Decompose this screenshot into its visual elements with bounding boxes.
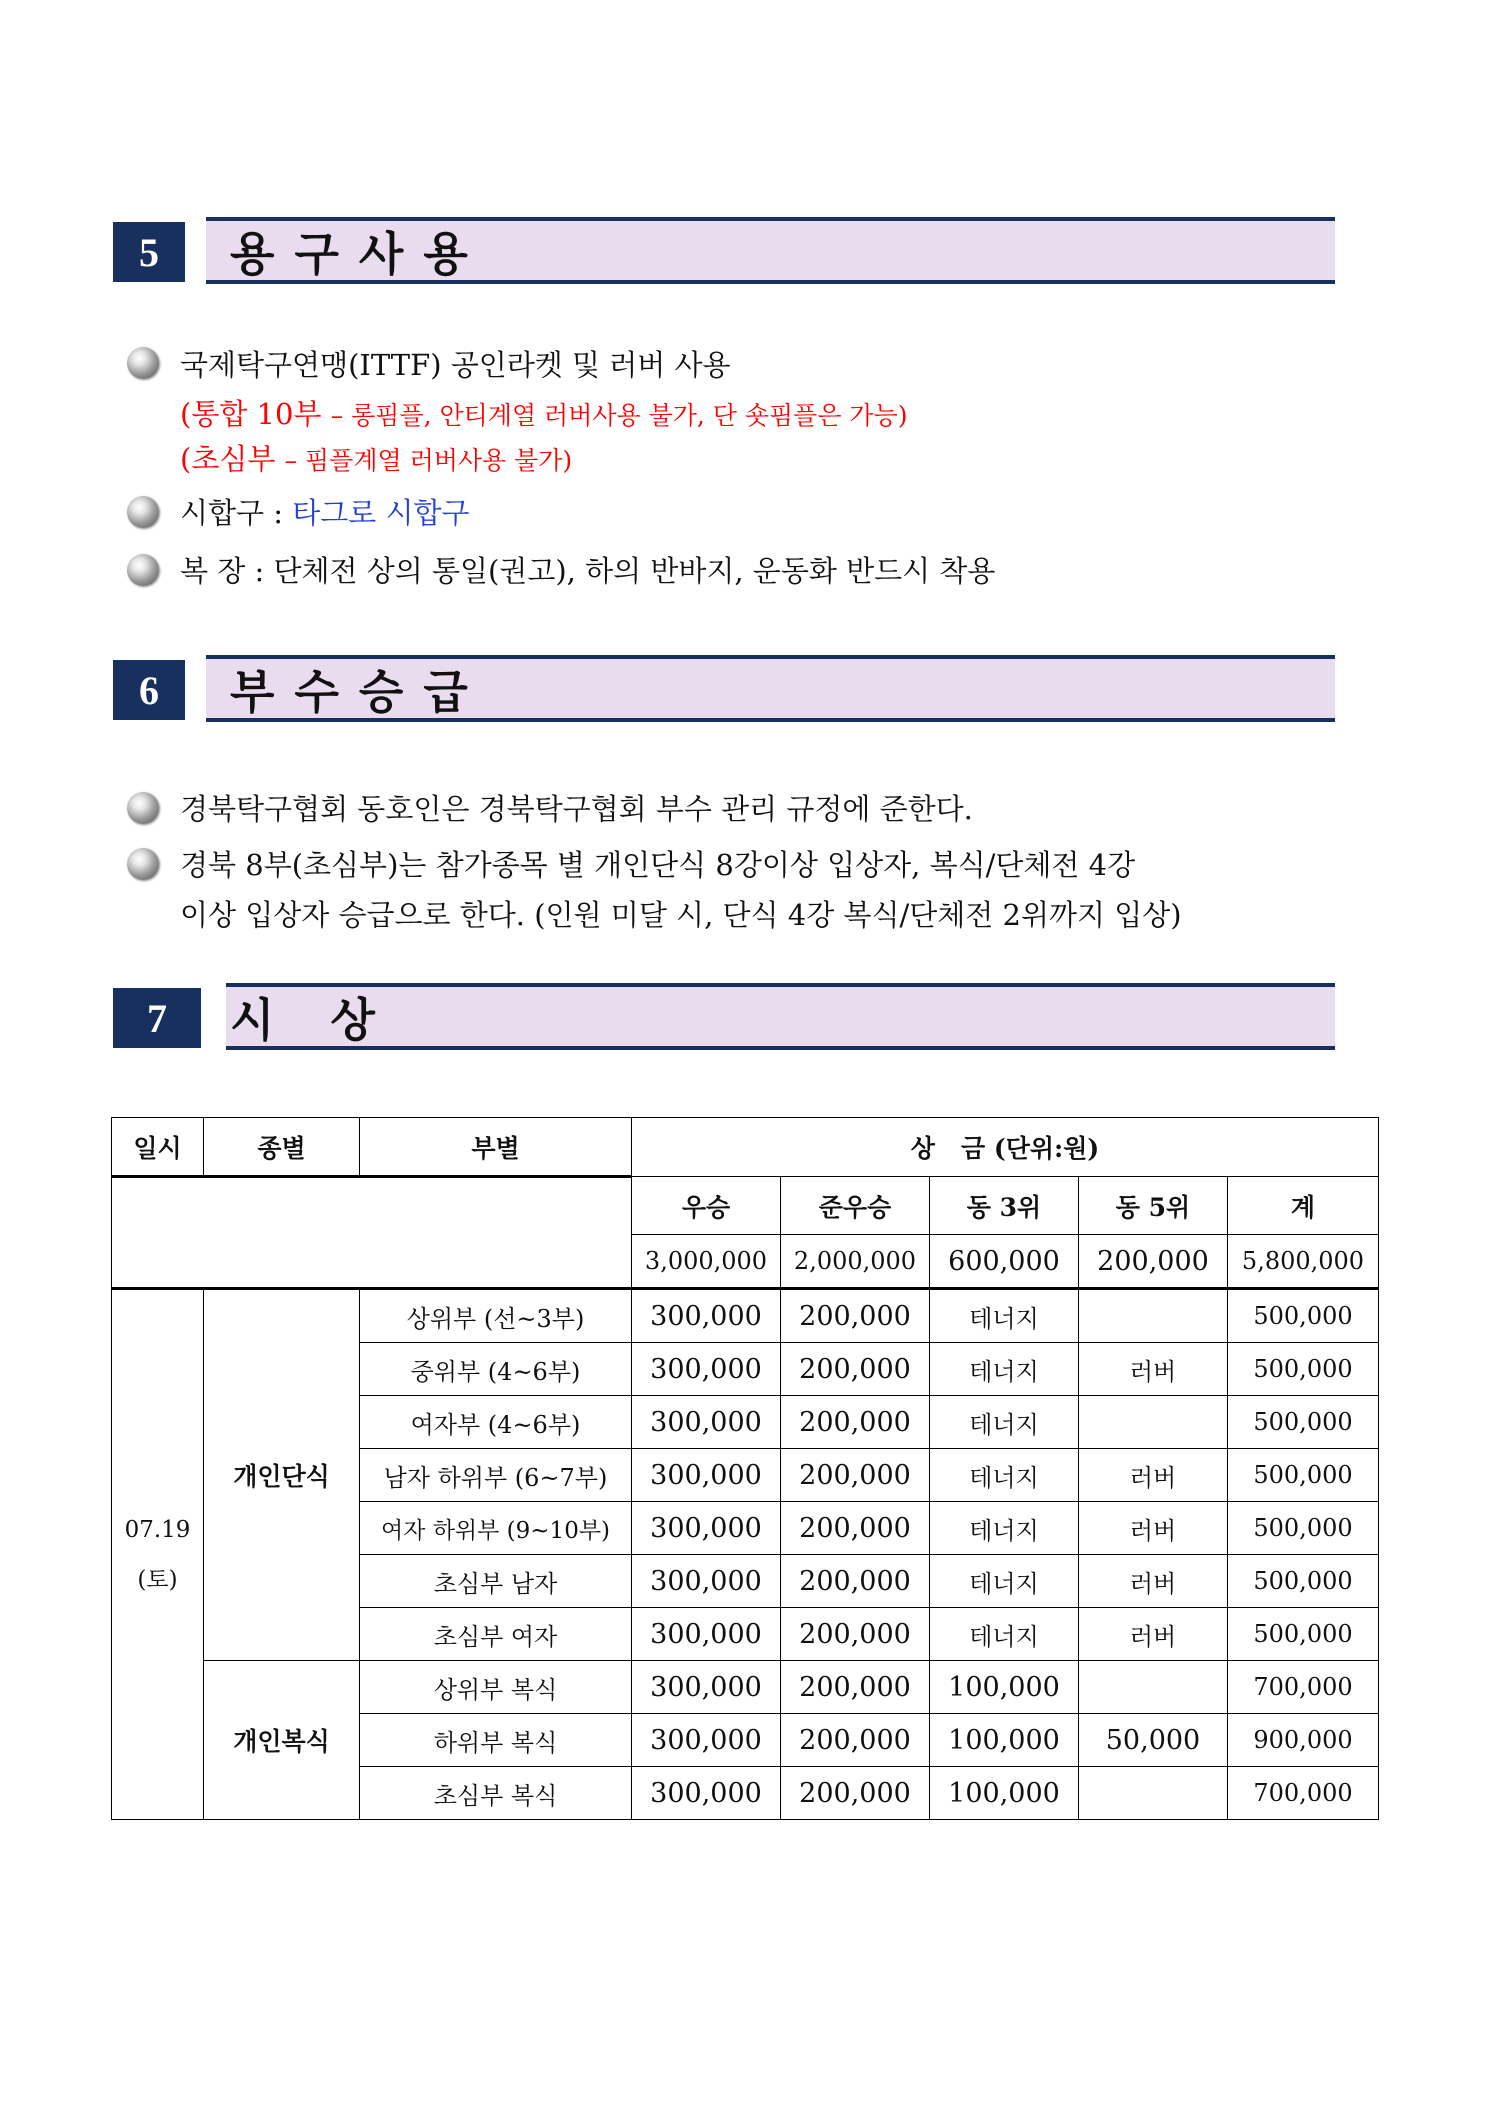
total-prize: 500,000 (1228, 1343, 1379, 1396)
total-prize: 900,000 (1228, 1714, 1379, 1767)
section-number: 5 (113, 222, 185, 282)
third-prize: 100,000 (930, 1714, 1079, 1767)
first-prize: 300,000 (632, 1661, 781, 1714)
rank-header: 동 5위 (1079, 1177, 1228, 1235)
fifth-prize (1079, 1396, 1228, 1449)
section-7-header (113, 983, 1335, 1049)
first-prize: 300,000 (632, 1289, 781, 1343)
first-prize: 300,000 (632, 1449, 781, 1502)
ball-value: 타그로 시합구 (292, 496, 470, 530)
fifth-prize: 러버 (1079, 1555, 1228, 1608)
fifth-prize: 러버 (1079, 1449, 1228, 1502)
third-prize: 100,000 (930, 1767, 1079, 1820)
total-prize: 500,000 (1228, 1289, 1379, 1343)
section-number: 6 (113, 660, 185, 720)
rank-header: 동 3위 (930, 1177, 1079, 1235)
third-prize: 100,000 (930, 1661, 1079, 1714)
fifth-prize: 러버 (1079, 1502, 1228, 1555)
division-cell: 초심부 여자 (360, 1608, 632, 1661)
second-prize: 200,000 (781, 1767, 930, 1820)
third-prize: 테너지 (930, 1502, 1079, 1555)
fifth-prize: 러버 (1079, 1343, 1228, 1396)
section-title: 부 수 승 급 (230, 665, 470, 719)
total-prize: 500,000 (1228, 1608, 1379, 1661)
grading-line-2a: 경북 8부(초심부)는 참가종목 별 개인단식 8강이상 입상자, 복식/단체전 4강 (180, 848, 1136, 882)
division-cell: 중위부 (4~6부) (360, 1343, 632, 1396)
second-prize: 200,000 (781, 1608, 930, 1661)
third-prize: 테너지 (930, 1555, 1079, 1608)
header-division: 부별 (360, 1118, 632, 1177)
second-prize: 200,000 (781, 1661, 930, 1714)
attire-line: 복 장 : 단체전 상의 통일(권고), 하의 반바지, 운동화 반드시 착용 (180, 554, 996, 588)
team-prize: 2,000,000 (781, 1235, 930, 1289)
total-prize: 700,000 (1228, 1767, 1379, 1820)
team-prize: 5,800,000 (1228, 1235, 1379, 1289)
section-title-bar (226, 983, 1335, 1050)
fifth-prize (1079, 1767, 1228, 1820)
rank-header: 계 (1228, 1177, 1379, 1235)
fifth-prize (1079, 1289, 1228, 1343)
team-prize: 3,000,000 (632, 1235, 781, 1289)
total-prize: 500,000 (1228, 1555, 1379, 1608)
table-row (112, 1289, 1379, 1343)
prize-table (111, 1117, 1379, 1820)
header-event: 종별 (204, 1118, 360, 1177)
second-prize: 200,000 (781, 1555, 930, 1608)
second-prize: 200,000 (781, 1396, 930, 1449)
note-1-rest: – 롱핌플, 안티계열 러버사용 불가, 단 숏핌플은 가능) (330, 401, 908, 430)
note-2-rest: – 핌플계열 러버사용 불가) (284, 446, 573, 475)
third-prize: 테너지 (930, 1396, 1079, 1449)
first-prize: 300,000 (632, 1343, 781, 1396)
section-title: 시 상 (230, 993, 377, 1047)
second-prize: 200,000 (781, 1714, 930, 1767)
first-prize: 300,000 (632, 1767, 781, 1820)
second-prize: 200,000 (781, 1502, 930, 1555)
fifth-prize: 러버 (1079, 1608, 1228, 1661)
ball-label: 시합구 : (180, 496, 293, 530)
date-cell (112, 1289, 204, 1820)
equipment-line: 국제탁구연맹(ITTF) 공인라켓 및 러버 사용 (180, 348, 731, 382)
rank-header: 우승 (632, 1177, 781, 1235)
first-prize: 300,000 (632, 1502, 781, 1555)
first-prize: 300,000 (632, 1396, 781, 1449)
ball-line (180, 494, 470, 532)
division-cell: 남자 하위부 (6~7부) (360, 1449, 632, 1502)
equipment-note-2 (180, 440, 572, 480)
header-date: 일시 (112, 1118, 204, 1177)
bullet-icon (127, 347, 159, 379)
bullet-icon (127, 848, 159, 880)
total-prize: 500,000 (1228, 1396, 1379, 1449)
first-prize: 300,000 (632, 1714, 781, 1767)
event-cell: 개인복식 (204, 1661, 360, 1820)
second-prize: 200,000 (781, 1289, 930, 1343)
rank-header: 준우승 (781, 1177, 930, 1235)
bullet-icon (127, 792, 159, 824)
division-cell: 상위부 (선~3부) (360, 1289, 632, 1343)
section-number: 7 (113, 988, 201, 1048)
fifth-prize: 50,000 (1079, 1714, 1228, 1767)
date-value: 07.19 (124, 1516, 191, 1543)
day-value: (토) (137, 1566, 178, 1593)
event-cell: 개인단식 (204, 1289, 360, 1661)
equipment-note-1 (180, 395, 907, 435)
fifth-prize (1079, 1661, 1228, 1714)
total-prize: 500,000 (1228, 1502, 1379, 1555)
third-prize: 테너지 (930, 1289, 1079, 1343)
team-prize: 600,000 (930, 1235, 1079, 1289)
second-prize: 200,000 (781, 1449, 930, 1502)
note-2-main: (초심부 (180, 442, 285, 476)
second-prize: 200,000 (781, 1343, 930, 1396)
section-5-header (113, 217, 1335, 283)
division-cell: 여자 하위부 (9~10부) (360, 1502, 632, 1555)
section-6-header (113, 655, 1335, 721)
total-prize: 500,000 (1228, 1449, 1379, 1502)
header-prize: 상 금 (단위:원) (632, 1118, 1379, 1177)
third-prize: 테너지 (930, 1343, 1079, 1396)
division-cell: 초심부 남자 (360, 1555, 632, 1608)
bullet-icon (127, 554, 159, 586)
note-1-main: (통합 10부 (180, 397, 331, 431)
first-prize: 300,000 (632, 1608, 781, 1661)
third-prize: 테너지 (930, 1449, 1079, 1502)
grading-line-2b: 이상 입상자 승급으로 한다. (인원 미달 시, 단식 4강 복식/단체전 2위까지 입상) (180, 898, 1182, 932)
third-prize: 테너지 (930, 1608, 1079, 1661)
first-prize: 300,000 (632, 1555, 781, 1608)
table-row (112, 1661, 1379, 1714)
total-prize: 700,000 (1228, 1661, 1379, 1714)
section-title: 용 구 사 용 (230, 227, 470, 281)
team-prize: 200,000 (1079, 1235, 1228, 1289)
grading-line-1: 경북탁구협회 동호인은 경북탁구협회 부수 관리 규정에 준한다. (180, 792, 973, 826)
division-cell: 초심부 복식 (360, 1767, 632, 1820)
bullet-icon (127, 496, 159, 528)
division-cell: 여자부 (4~6부) (360, 1396, 632, 1449)
division-cell: 상위부 복식 (360, 1661, 632, 1714)
team-blank-cell (112, 1177, 632, 1289)
division-cell: 하위부 복식 (360, 1714, 632, 1767)
